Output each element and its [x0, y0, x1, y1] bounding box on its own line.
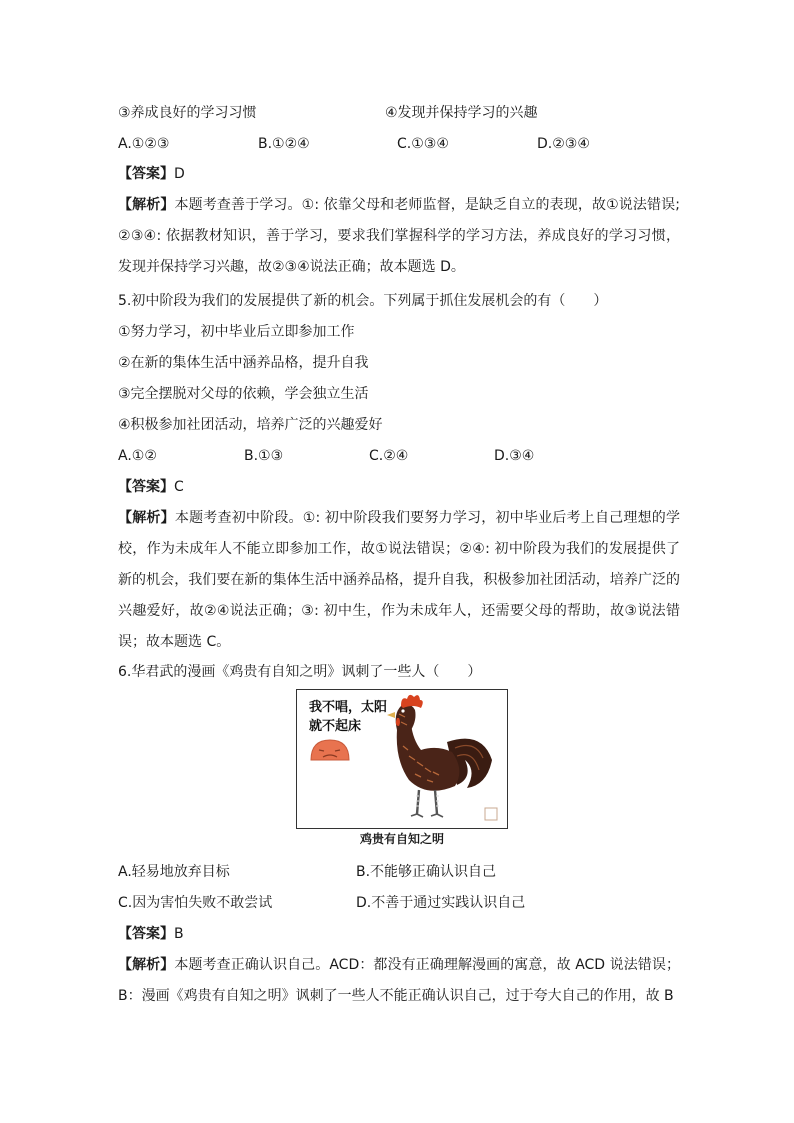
- analysis-text: 本题考查初中阶段。①: 初中阶段我们要努力学习，初中毕业后考上自己理想的学校，作为未成年人不能立即参加工作，故①说法错误；②④: 初中阶段为我们的发展提供了新的机会，我们要在新的集体生活中涵养品格，提升自我，积极参加社团活动，培养广泛的兴趣爱好，故②④说法正确；③: 初中生，作为未成年人，还需要父母的帮助，故③说法错误；故本题选 C。: [118, 510, 681, 650]
- analysis-label: 【解析】: [118, 957, 175, 973]
- cartoon-illustration: [297, 690, 507, 828]
- answer-label: 【答案】: [118, 479, 174, 495]
- cartoon-figure: [296, 689, 508, 829]
- q5-stem: 5.初中阶段为我们的发展提供了新的机会。下列属于抓住发展机会的有（ ）: [118, 293, 608, 309]
- q4-choice-a: A.①②③: [118, 136, 170, 152]
- q5-choice-d: D.③④: [494, 448, 535, 464]
- q6-choice-c: C.因为害怕失败不敢尝试: [118, 895, 273, 911]
- q5-analysis: [118, 503, 680, 658]
- q4-choice-b: B.①②④: [258, 136, 310, 152]
- q4-answer: [118, 164, 185, 184]
- q4-option-4: ④发现并保持学习的兴趣: [385, 105, 538, 121]
- seal-icon: [485, 808, 497, 820]
- q4-choice-d: D.②③④: [537, 136, 590, 152]
- answer-value: B: [174, 926, 184, 942]
- analysis-label: 【解析】: [118, 197, 175, 213]
- answer-value: C: [174, 479, 184, 495]
- q5-choice-c: C.②④: [369, 448, 409, 464]
- q6-choice-b: B.不能够正确认识自己: [356, 864, 497, 880]
- cartoon-speech-line-2: 就不起床: [309, 719, 362, 734]
- analysis-text: 本题考查正确认识自己。ACD：都没有正确理解漫画的寓意，故 ACD 说法错误；B：漫画《鸡贵有自知之明》讽刺了一些人不能正确认识自己，过于夸大自己的作用，故 B: [118, 957, 680, 1004]
- analysis-label: 【解析】: [118, 510, 175, 526]
- q5-choice-a: A.①②: [118, 448, 157, 464]
- q5-item-1: ①努力学习，初中毕业后立即参加工作: [118, 324, 355, 340]
- q4-choice-c: C.①③④: [397, 136, 449, 152]
- cartoon-caption: 鸡贵有自知之明: [359, 832, 444, 846]
- q5-answer: [118, 477, 184, 497]
- sun-icon: [311, 740, 349, 760]
- q4-option-3: ③养成良好的学习习惯: [118, 105, 257, 121]
- analysis-text: 本题考查善于学习。①: 依靠父母和老师监督，是缺乏自立的表现，故①说法错误; ②③④: 依据教材知识，善于学习，要求我们掌握科学的学习方法，养成良好的学习习惯，发现并保持学习兴趣，故②③④说法正确；故本题选 D。: [118, 197, 681, 275]
- q5-item-3: ③完全摆脱对父母的依赖，学会独立生活: [118, 386, 369, 402]
- q5-item-2: ②在新的集体生活中涵养品格，提升自我: [118, 355, 369, 371]
- answer-label: 【答案】: [118, 166, 174, 182]
- q4-analysis: [118, 190, 680, 283]
- answer-label: 【答案】: [118, 926, 174, 942]
- q6-analysis: [118, 950, 680, 1012]
- q5-item-4: ④积极参加社团活动，培养广泛的兴趣爱好: [118, 417, 383, 433]
- q5-choice-b: B.①③: [244, 448, 284, 464]
- cartoon-speech-line-1: 我不唱，太阳: [309, 700, 388, 715]
- answer-value: D: [174, 166, 185, 182]
- q6-answer: [118, 924, 184, 944]
- rooster-icon: [387, 695, 492, 817]
- q6-choice-a: A.轻易地放弃目标: [118, 864, 230, 880]
- q6-stem: 6.华君武的漫画《鸡贵有自知之明》讽刺了一些人（ ）: [118, 664, 482, 680]
- q6-choice-d: D.不善于通过实践认识自己: [356, 895, 526, 911]
